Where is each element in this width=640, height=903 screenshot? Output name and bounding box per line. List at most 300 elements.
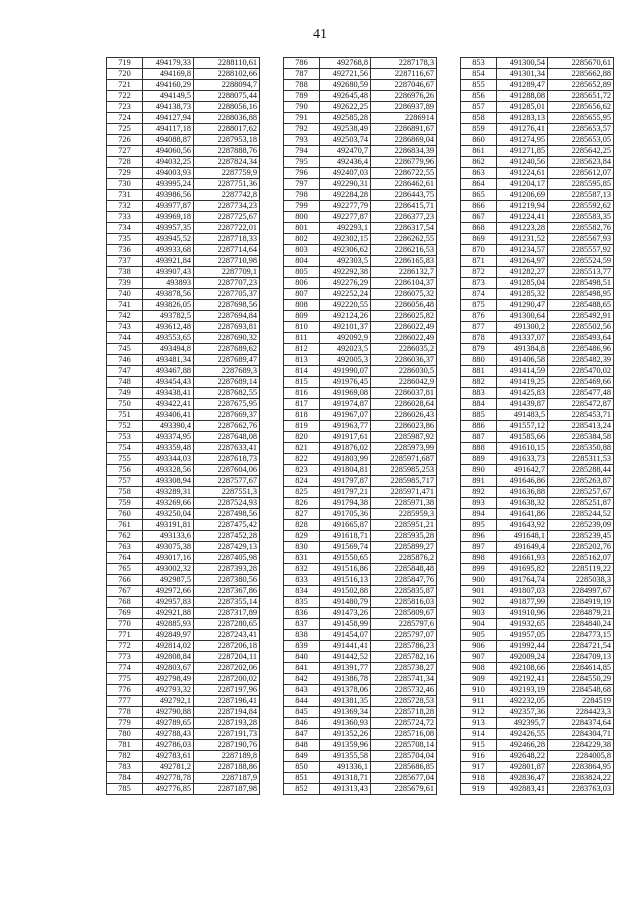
y-coordinate-cell: 2287355,14 xyxy=(194,597,260,608)
y-coordinate-cell: 2287690,32 xyxy=(194,333,260,344)
point-number-cell: 798 xyxy=(284,190,320,201)
x-coordinate-cell: 492793,32 xyxy=(143,685,194,696)
y-coordinate-cell: 2285493,64 xyxy=(548,333,614,344)
y-coordinate-cell: 2286025,82 xyxy=(371,311,437,322)
point-number-cell: 846 xyxy=(284,718,320,729)
x-coordinate-cell: 492538,49 xyxy=(320,124,371,135)
y-coordinate-cell: 2284840,24 xyxy=(548,619,614,630)
x-coordinate-cell: 491300,64 xyxy=(497,311,548,322)
y-coordinate-cell: 2284304,71 xyxy=(548,729,614,740)
y-coordinate-cell: 2287551,3 xyxy=(194,487,260,498)
x-coordinate-cell: 491234,57 xyxy=(497,245,548,256)
x-coordinate-cell: 492987,5 xyxy=(143,575,194,586)
point-number-cell: 799 xyxy=(284,201,320,212)
y-coordinate-cell: 2285350,88 xyxy=(548,443,614,454)
point-number-cell: 847 xyxy=(284,729,320,740)
x-coordinate-cell: 491636,88 xyxy=(497,487,548,498)
x-coordinate-cell: 491360,93 xyxy=(320,718,371,729)
y-coordinate-cell: 2287689,47 xyxy=(194,355,260,366)
table-row xyxy=(284,102,437,113)
y-coordinate-cell: 2287718,33 xyxy=(194,234,260,245)
x-coordinate-cell: 494149,5 xyxy=(143,91,194,102)
y-coordinate-cell: 2284423,3 xyxy=(548,707,614,718)
table-row xyxy=(284,190,437,201)
y-coordinate-cell: 2284374,64 xyxy=(548,718,614,729)
x-coordinate-cell: 492786,03 xyxy=(143,740,194,751)
x-coordinate-cell: 492721,56 xyxy=(320,69,371,80)
point-number-cell: 785 xyxy=(107,784,143,795)
table-row xyxy=(461,542,614,553)
table-row xyxy=(107,784,260,795)
table-row xyxy=(461,322,614,333)
point-number-cell: 868 xyxy=(461,223,497,234)
x-coordinate-cell: 492648,22 xyxy=(497,751,548,762)
x-coordinate-cell: 493344,03 xyxy=(143,454,194,465)
x-coordinate-cell: 492645,48 xyxy=(320,91,371,102)
y-coordinate-cell: 2285119,22 xyxy=(548,564,614,575)
table-row xyxy=(461,256,614,267)
x-coordinate-cell: 492792,1 xyxy=(143,696,194,707)
x-coordinate-cell: 491206,69 xyxy=(497,190,548,201)
point-number-cell: 739 xyxy=(107,278,143,289)
table-row xyxy=(107,542,260,553)
y-coordinate-cell: 2285973,99 xyxy=(371,443,437,454)
point-number-cell: 861 xyxy=(461,146,497,157)
table-row xyxy=(107,586,260,597)
table-row xyxy=(284,619,437,630)
x-coordinate-cell: 492277,79 xyxy=(320,201,371,212)
table-row xyxy=(284,553,437,564)
point-number-cell: 791 xyxy=(284,113,320,124)
y-coordinate-cell: 2285935,28 xyxy=(371,531,437,542)
point-number-cell: 886 xyxy=(461,421,497,432)
y-coordinate-cell: 2284550,29 xyxy=(548,674,614,685)
point-number-cell: 770 xyxy=(107,619,143,630)
x-coordinate-cell: 493481,34 xyxy=(143,355,194,366)
table-row xyxy=(461,377,614,388)
y-coordinate-cell: 2285384,58 xyxy=(548,432,614,443)
point-number-cell: 834 xyxy=(284,586,320,597)
x-coordinate-cell: 491877,99 xyxy=(497,597,548,608)
table-row xyxy=(107,168,260,179)
x-coordinate-cell: 491285,01 xyxy=(497,102,548,113)
point-number-cell: 733 xyxy=(107,212,143,223)
point-number-cell: 902 xyxy=(461,597,497,608)
y-coordinate-cell: 2285718,28 xyxy=(371,707,437,718)
point-number-cell: 841 xyxy=(284,663,320,674)
table-row xyxy=(107,608,260,619)
x-coordinate-cell: 491219,94 xyxy=(497,201,548,212)
point-number-cell: 828 xyxy=(284,520,320,531)
point-number-cell: 916 xyxy=(461,751,497,762)
x-coordinate-cell: 491480,79 xyxy=(320,597,371,608)
table-row xyxy=(461,311,614,322)
x-coordinate-cell: 492790,88 xyxy=(143,707,194,718)
y-coordinate-cell: 2285876,2 xyxy=(371,553,437,564)
point-number-cell: 833 xyxy=(284,575,320,586)
point-number-cell: 840 xyxy=(284,652,320,663)
x-coordinate-cell: 492778,78 xyxy=(143,773,194,784)
x-coordinate-cell: 491550,65 xyxy=(320,553,371,564)
table-row xyxy=(284,707,437,718)
table-row xyxy=(284,663,437,674)
point-number-cell: 897 xyxy=(461,542,497,553)
point-number-cell: 738 xyxy=(107,267,143,278)
point-number-cell: 720 xyxy=(107,69,143,80)
table-row xyxy=(461,696,614,707)
x-coordinate-cell: 493907,43 xyxy=(143,267,194,278)
x-coordinate-cell: 491876,02 xyxy=(320,443,371,454)
x-coordinate-cell: 491642,7 xyxy=(497,465,548,476)
point-number-cell: 801 xyxy=(284,223,320,234)
x-coordinate-cell: 492252,24 xyxy=(320,289,371,300)
table-row xyxy=(284,421,437,432)
y-coordinate-cell: 2285642,25 xyxy=(548,146,614,157)
table-row xyxy=(461,707,614,718)
y-coordinate-cell: 2287380,56 xyxy=(194,575,260,586)
x-coordinate-cell: 491705,36 xyxy=(320,509,371,520)
point-number-cell: 756 xyxy=(107,465,143,476)
table-row xyxy=(284,685,437,696)
x-coordinate-cell: 491458,99 xyxy=(320,619,371,630)
x-coordinate-cell: 491336,1 xyxy=(320,762,371,773)
x-coordinate-cell: 491391,77 xyxy=(320,663,371,674)
table-row xyxy=(461,454,614,465)
x-coordinate-cell: 492808,84 xyxy=(143,652,194,663)
y-coordinate-cell: 2286165,83 xyxy=(371,256,437,267)
y-coordinate-cell: 2285797,07 xyxy=(371,630,437,641)
y-coordinate-cell: 2286937,89 xyxy=(371,102,437,113)
x-coordinate-cell: 493422,41 xyxy=(143,399,194,410)
point-number-cell: 908 xyxy=(461,663,497,674)
table-row xyxy=(284,509,437,520)
point-number-cell: 813 xyxy=(284,355,320,366)
table-row xyxy=(107,344,260,355)
table-row xyxy=(461,234,614,245)
y-coordinate-cell: 2284229,38 xyxy=(548,740,614,751)
point-number-cell: 835 xyxy=(284,597,320,608)
table-row xyxy=(461,652,614,663)
table-row xyxy=(284,146,437,157)
table-row xyxy=(461,355,614,366)
y-coordinate-cell: 2285655,95 xyxy=(548,113,614,124)
y-coordinate-cell: 2287191,73 xyxy=(194,729,260,740)
y-coordinate-cell: 2286779,96 xyxy=(371,157,437,168)
x-coordinate-cell: 492284,28 xyxy=(320,190,371,201)
point-number-cell: 765 xyxy=(107,564,143,575)
y-coordinate-cell: 2286042,9 xyxy=(371,377,437,388)
x-coordinate-cell: 491797,21 xyxy=(320,487,371,498)
y-coordinate-cell: 2287662,76 xyxy=(194,421,260,432)
point-number-cell: 762 xyxy=(107,531,143,542)
x-coordinate-cell: 493933,68 xyxy=(143,245,194,256)
y-coordinate-cell: 2285651,72 xyxy=(548,91,614,102)
y-coordinate-cell: 2285738,27 xyxy=(371,663,437,674)
point-number-cell: 809 xyxy=(284,311,320,322)
y-coordinate-cell: 2287196,41 xyxy=(194,696,260,707)
x-coordinate-cell: 491283,13 xyxy=(497,113,548,124)
y-coordinate-cell: 2285583,35 xyxy=(548,212,614,223)
y-coordinate-cell: 2285470,02 xyxy=(548,366,614,377)
y-coordinate-cell: 2287682,55 xyxy=(194,388,260,399)
table-row xyxy=(284,388,437,399)
point-number-cell: 843 xyxy=(284,685,320,696)
y-coordinate-cell: 2285513,77 xyxy=(548,267,614,278)
table-row xyxy=(461,751,614,762)
point-number-cell: 728 xyxy=(107,157,143,168)
x-coordinate-cell: 492293,1 xyxy=(320,223,371,234)
point-number-cell: 856 xyxy=(461,91,497,102)
x-coordinate-cell: 491969,08 xyxy=(320,388,371,399)
point-number-cell: 831 xyxy=(284,553,320,564)
y-coordinate-cell: 2285677,04 xyxy=(371,773,437,784)
table-row xyxy=(461,685,614,696)
point-number-cell: 732 xyxy=(107,201,143,212)
point-number-cell: 736 xyxy=(107,245,143,256)
y-coordinate-cell: 2285728,53 xyxy=(371,696,437,707)
x-coordinate-cell: 491285,04 xyxy=(497,278,548,289)
table-row xyxy=(461,366,614,377)
y-coordinate-cell: 2285662,88 xyxy=(548,69,614,80)
y-coordinate-cell: 2285653,57 xyxy=(548,124,614,135)
point-number-cell: 915 xyxy=(461,740,497,751)
point-number-cell: 753 xyxy=(107,432,143,443)
x-coordinate-cell: 491454,07 xyxy=(320,630,371,641)
table-row xyxy=(284,597,437,608)
x-coordinate-cell: 493017,16 xyxy=(143,553,194,564)
y-coordinate-cell: 2287689,14 xyxy=(194,377,260,388)
x-coordinate-cell: 491441,41 xyxy=(320,641,371,652)
table-row xyxy=(461,575,614,586)
y-coordinate-cell: 2287707,23 xyxy=(194,278,260,289)
table-row xyxy=(461,223,614,234)
table-row xyxy=(284,366,437,377)
point-number-cell: 775 xyxy=(107,674,143,685)
point-number-cell: 768 xyxy=(107,597,143,608)
table-row xyxy=(461,476,614,487)
y-coordinate-cell: 2285716,08 xyxy=(371,729,437,740)
y-coordinate-cell: 2287577,67 xyxy=(194,476,260,487)
table-row xyxy=(461,168,614,179)
y-coordinate-cell: 2287734,23 xyxy=(194,201,260,212)
y-coordinate-cell: 2285257,67 xyxy=(548,487,614,498)
point-number-cell: 870 xyxy=(461,245,497,256)
y-coordinate-cell: 2288036,88 xyxy=(194,113,260,124)
table-row xyxy=(107,377,260,388)
x-coordinate-cell: 493969,18 xyxy=(143,212,194,223)
point-number-cell: 763 xyxy=(107,542,143,553)
y-coordinate-cell: 2285582,76 xyxy=(548,223,614,234)
x-coordinate-cell: 492395,7 xyxy=(497,718,548,729)
x-coordinate-cell: 493359,48 xyxy=(143,443,194,454)
table-row xyxy=(284,289,437,300)
point-number-cell: 735 xyxy=(107,234,143,245)
table-row xyxy=(107,685,260,696)
point-number-cell: 742 xyxy=(107,311,143,322)
point-number-cell: 803 xyxy=(284,245,320,256)
x-coordinate-cell: 491695,82 xyxy=(497,564,548,575)
table-row xyxy=(284,762,437,773)
x-coordinate-cell: 492407,03 xyxy=(320,168,371,179)
table-row xyxy=(461,729,614,740)
x-coordinate-cell: 493133,6 xyxy=(143,531,194,542)
x-coordinate-cell: 492798,49 xyxy=(143,674,194,685)
point-number-cell: 767 xyxy=(107,586,143,597)
y-coordinate-cell: 2285595,85 xyxy=(548,179,614,190)
point-number-cell: 842 xyxy=(284,674,320,685)
point-number-cell: 904 xyxy=(461,619,497,630)
x-coordinate-cell: 493945,52 xyxy=(143,234,194,245)
point-number-cell: 764 xyxy=(107,553,143,564)
table-row xyxy=(284,674,437,685)
point-number-cell: 850 xyxy=(284,762,320,773)
y-coordinate-cell: 2288110,61 xyxy=(194,58,260,69)
x-coordinate-cell: 493878,56 xyxy=(143,289,194,300)
table-row xyxy=(107,58,260,69)
table-row xyxy=(107,531,260,542)
y-coordinate-cell: 2287193,28 xyxy=(194,718,260,729)
x-coordinate-cell: 492585,28 xyxy=(320,113,371,124)
x-coordinate-cell: 493612,48 xyxy=(143,322,194,333)
point-number-cell: 750 xyxy=(107,399,143,410)
x-coordinate-cell: 494160,29 xyxy=(143,80,194,91)
x-coordinate-cell: 491290,47 xyxy=(497,300,548,311)
point-number-cell: 725 xyxy=(107,124,143,135)
point-number-cell: 815 xyxy=(284,377,320,388)
point-number-cell: 826 xyxy=(284,498,320,509)
point-number-cell: 719 xyxy=(107,58,143,69)
table-row xyxy=(284,333,437,344)
point-number-cell: 839 xyxy=(284,641,320,652)
table-row xyxy=(284,652,437,663)
table-row xyxy=(461,91,614,102)
x-coordinate-cell: 491797,87 xyxy=(320,476,371,487)
y-coordinate-cell: 2287824,34 xyxy=(194,157,260,168)
y-coordinate-cell: 2287197,96 xyxy=(194,685,260,696)
point-number-cell: 793 xyxy=(284,135,320,146)
y-coordinate-cell: 2286022,49 xyxy=(371,333,437,344)
table-row xyxy=(107,399,260,410)
table-row xyxy=(107,465,260,476)
y-coordinate-cell: 2286132,7 xyxy=(371,267,437,278)
y-coordinate-cell: 2285835,87 xyxy=(371,586,437,597)
point-number-cell: 896 xyxy=(461,531,497,542)
point-number-cell: 797 xyxy=(284,179,320,190)
table-row xyxy=(107,487,260,498)
y-coordinate-cell: 2286022,49 xyxy=(371,322,437,333)
table-row xyxy=(107,223,260,234)
point-number-cell: 751 xyxy=(107,410,143,421)
x-coordinate-cell: 494032,25 xyxy=(143,157,194,168)
table-row xyxy=(461,564,614,575)
y-coordinate-cell: 2285263,87 xyxy=(548,476,614,487)
point-number-cell: 865 xyxy=(461,190,497,201)
point-number-cell: 752 xyxy=(107,421,143,432)
y-coordinate-cell: 2285498,95 xyxy=(548,289,614,300)
point-number-cell: 721 xyxy=(107,80,143,91)
y-coordinate-cell: 2285498,51 xyxy=(548,278,614,289)
point-number-cell: 864 xyxy=(461,179,497,190)
y-coordinate-cell: 2284773,15 xyxy=(548,630,614,641)
point-number-cell: 807 xyxy=(284,289,320,300)
y-coordinate-cell: 2285472,87 xyxy=(548,399,614,410)
x-coordinate-cell: 492776,85 xyxy=(143,784,194,795)
y-coordinate-cell: 2287116,67 xyxy=(371,69,437,80)
point-number-cell: 731 xyxy=(107,190,143,201)
point-number-cell: 857 xyxy=(461,102,497,113)
table-row xyxy=(461,102,614,113)
x-coordinate-cell: 492768,8 xyxy=(320,58,371,69)
x-coordinate-cell: 494060,56 xyxy=(143,146,194,157)
y-coordinate-cell: 2283763,03 xyxy=(548,784,614,795)
table-row xyxy=(461,531,614,542)
y-coordinate-cell: 2285492,91 xyxy=(548,311,614,322)
table-row xyxy=(284,564,437,575)
point-number-cell: 901 xyxy=(461,586,497,597)
point-number-cell: 895 xyxy=(461,520,497,531)
point-number-cell: 832 xyxy=(284,564,320,575)
x-coordinate-cell: 492108,66 xyxy=(497,663,548,674)
y-coordinate-cell: 2286216,53 xyxy=(371,245,437,256)
point-number-cell: 812 xyxy=(284,344,320,355)
x-coordinate-cell: 491807,03 xyxy=(497,586,548,597)
point-number-cell: 755 xyxy=(107,454,143,465)
point-number-cell: 773 xyxy=(107,652,143,663)
x-coordinate-cell: 492101,37 xyxy=(320,322,371,333)
x-coordinate-cell: 491932,65 xyxy=(497,619,548,630)
y-coordinate-cell: 2284879,21 xyxy=(548,608,614,619)
table-row xyxy=(107,388,260,399)
y-coordinate-cell: 2285311,53 xyxy=(548,454,614,465)
x-coordinate-cell: 492290,31 xyxy=(320,179,371,190)
point-number-cell: 910 xyxy=(461,685,497,696)
table-row xyxy=(107,157,260,168)
x-coordinate-cell: 492885,93 xyxy=(143,619,194,630)
table-row xyxy=(284,322,437,333)
x-coordinate-cell: 492092,9 xyxy=(320,333,371,344)
point-number-cell: 871 xyxy=(461,256,497,267)
y-coordinate-cell: 2286026,43 xyxy=(371,410,437,421)
x-coordinate-cell: 492503,74 xyxy=(320,135,371,146)
table-row xyxy=(107,289,260,300)
table-row xyxy=(461,509,614,520)
point-number-cell: 761 xyxy=(107,520,143,531)
table-row xyxy=(107,751,260,762)
point-number-cell: 778 xyxy=(107,707,143,718)
x-coordinate-cell: 491643,92 xyxy=(497,520,548,531)
x-coordinate-cell: 491301,34 xyxy=(497,69,548,80)
x-coordinate-cell: 491804,81 xyxy=(320,465,371,476)
x-coordinate-cell: 491610,15 xyxy=(497,443,548,454)
table-row xyxy=(461,784,614,795)
y-coordinate-cell: 2285704,04 xyxy=(371,751,437,762)
point-number-cell: 757 xyxy=(107,476,143,487)
table-row xyxy=(107,707,260,718)
x-coordinate-cell: 491516,13 xyxy=(320,575,371,586)
y-coordinate-cell: 2285652,89 xyxy=(548,80,614,91)
y-coordinate-cell: 2287202,06 xyxy=(194,663,260,674)
table-row xyxy=(284,300,437,311)
table-row xyxy=(284,575,437,586)
table-row xyxy=(107,421,260,432)
x-coordinate-cell: 492622,25 xyxy=(320,102,371,113)
x-coordinate-cell: 491352,26 xyxy=(320,729,371,740)
table-row xyxy=(107,773,260,784)
y-coordinate-cell: 2287689,62 xyxy=(194,344,260,355)
point-number-cell: 885 xyxy=(461,410,497,421)
table-row xyxy=(461,740,614,751)
table-row xyxy=(461,520,614,531)
